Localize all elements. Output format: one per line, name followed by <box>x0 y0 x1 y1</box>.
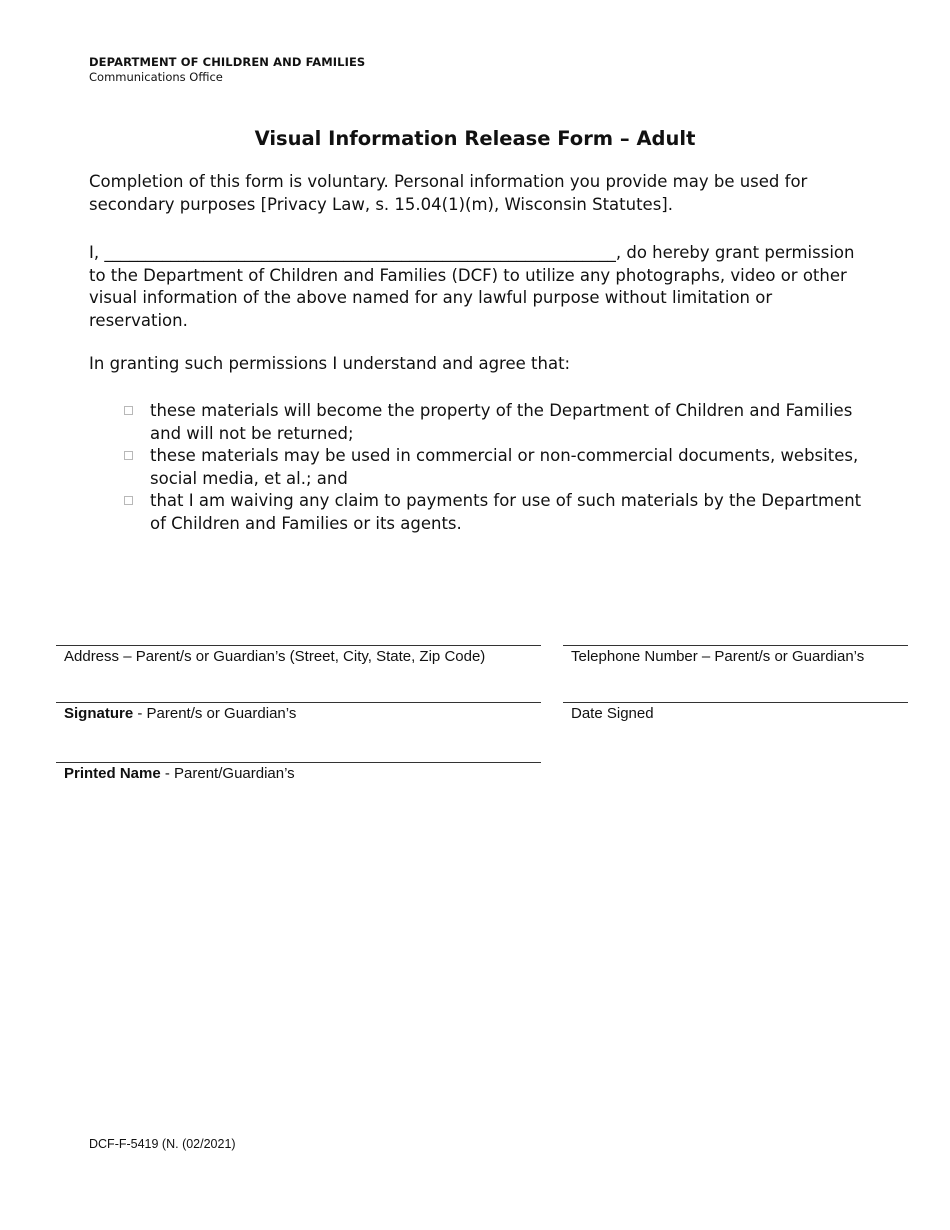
address-field[interactable] <box>56 645 541 665</box>
address-label: Address – Parent/s or Guardian’s (Street, City, State, Zip Code) <box>64 648 486 665</box>
list-item <box>124 490 864 535</box>
date-signed-field[interactable] <box>563 702 908 722</box>
printed-name-label-rest: - Parent/Guardian’s <box>160 765 295 782</box>
list-item-text: these materials may be used in commercial or non-commercial documents, websites, social media, et al.; and <box>150 446 859 488</box>
list-item-text: that I am waiving any claim to payments for use of such materials by the Department of Children and Families or its agents. <box>150 491 862 533</box>
department-name: DEPARTMENT OF CHILDREN AND FAMILIES <box>89 55 366 69</box>
printed-name-label-bold: Printed Name <box>64 765 161 782</box>
date-signed-label: Date Signed <box>571 705 654 722</box>
page-title: Visual Information Release Form – Adult <box>254 127 696 150</box>
list-item <box>124 445 864 490</box>
list-item-text: these materials will become the property of the Department of Children and Families and will not be returned; <box>150 401 853 443</box>
telephone-label: Telephone Number – Parent/s or Guardian’s <box>571 648 865 665</box>
printed-name-field[interactable] <box>56 762 541 782</box>
signature-label <box>56 703 541 722</box>
checkbox[interactable] <box>124 406 133 415</box>
intro-paragraph: Completion of this form is voluntary. Personal information you provide may be used for secondary purposes [Privacy Law, s. 15.04(1)(m), Wisconsin Statutes]. <box>89 172 808 214</box>
office-name: Communications Office <box>89 70 223 84</box>
printed-name-label <box>56 763 541 782</box>
grant-text: , do hereby grant permission to the Department of Children and Families (DCF) to utilize any photographs, video or other visual information of the above named for any lawful purpose without limitation or reservation. <box>89 243 855 330</box>
checkbox[interactable] <box>124 496 133 505</box>
name-blank-line[interactable]: ______________________________________________________________ <box>104 243 616 262</box>
signature-label-bold: Signature <box>64 705 134 722</box>
grant-prefix: I, <box>89 243 105 262</box>
agree-intro: In granting such permissions I understand and agree that: <box>89 354 571 373</box>
signature-label-rest: - Parent/s or Guardian’s <box>133 705 297 722</box>
form-number: DCF-F-5419 (N. (02/2021) <box>89 1137 236 1151</box>
list-item <box>124 400 864 445</box>
agreement-list <box>124 400 864 535</box>
grant-paragraph <box>89 242 859 332</box>
header <box>89 55 365 85</box>
telephone-field[interactable] <box>563 645 908 665</box>
signature-field[interactable] <box>56 702 541 722</box>
checkbox[interactable] <box>124 451 133 460</box>
